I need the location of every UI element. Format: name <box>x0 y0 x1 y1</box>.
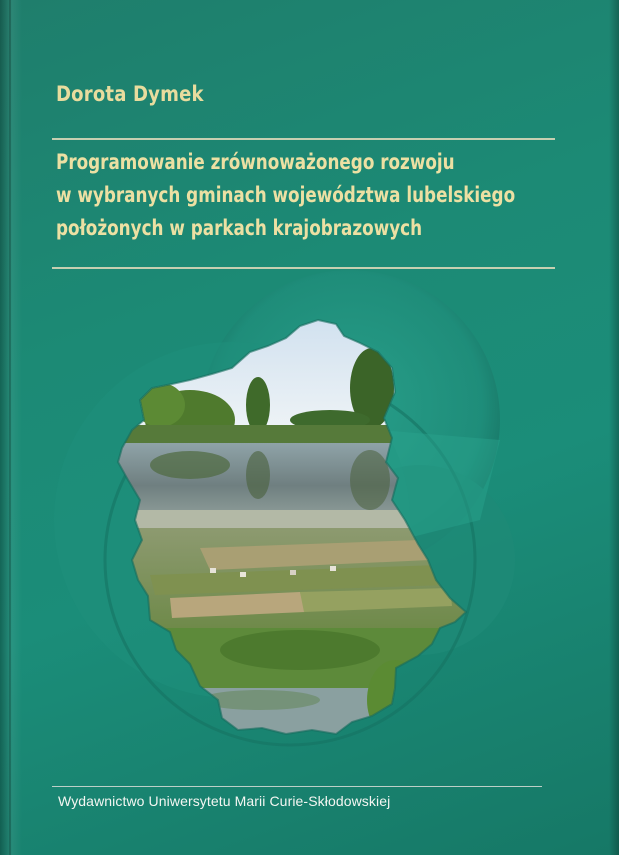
title-line-3: położonych w parkach krajobrazowych <box>56 216 423 240</box>
title-line-1: Programowanie zrównoważonego rozwoju <box>56 150 455 174</box>
author-name: Dorota Dymek <box>56 82 204 106</box>
publisher-name: Wydawnictwo Uniwersytetu Marii Curie-Skłodowskiej <box>58 793 391 809</box>
publisher-divider <box>52 786 542 787</box>
title-line-2: w wybranych gminach województwa lubelskiego <box>56 183 516 207</box>
